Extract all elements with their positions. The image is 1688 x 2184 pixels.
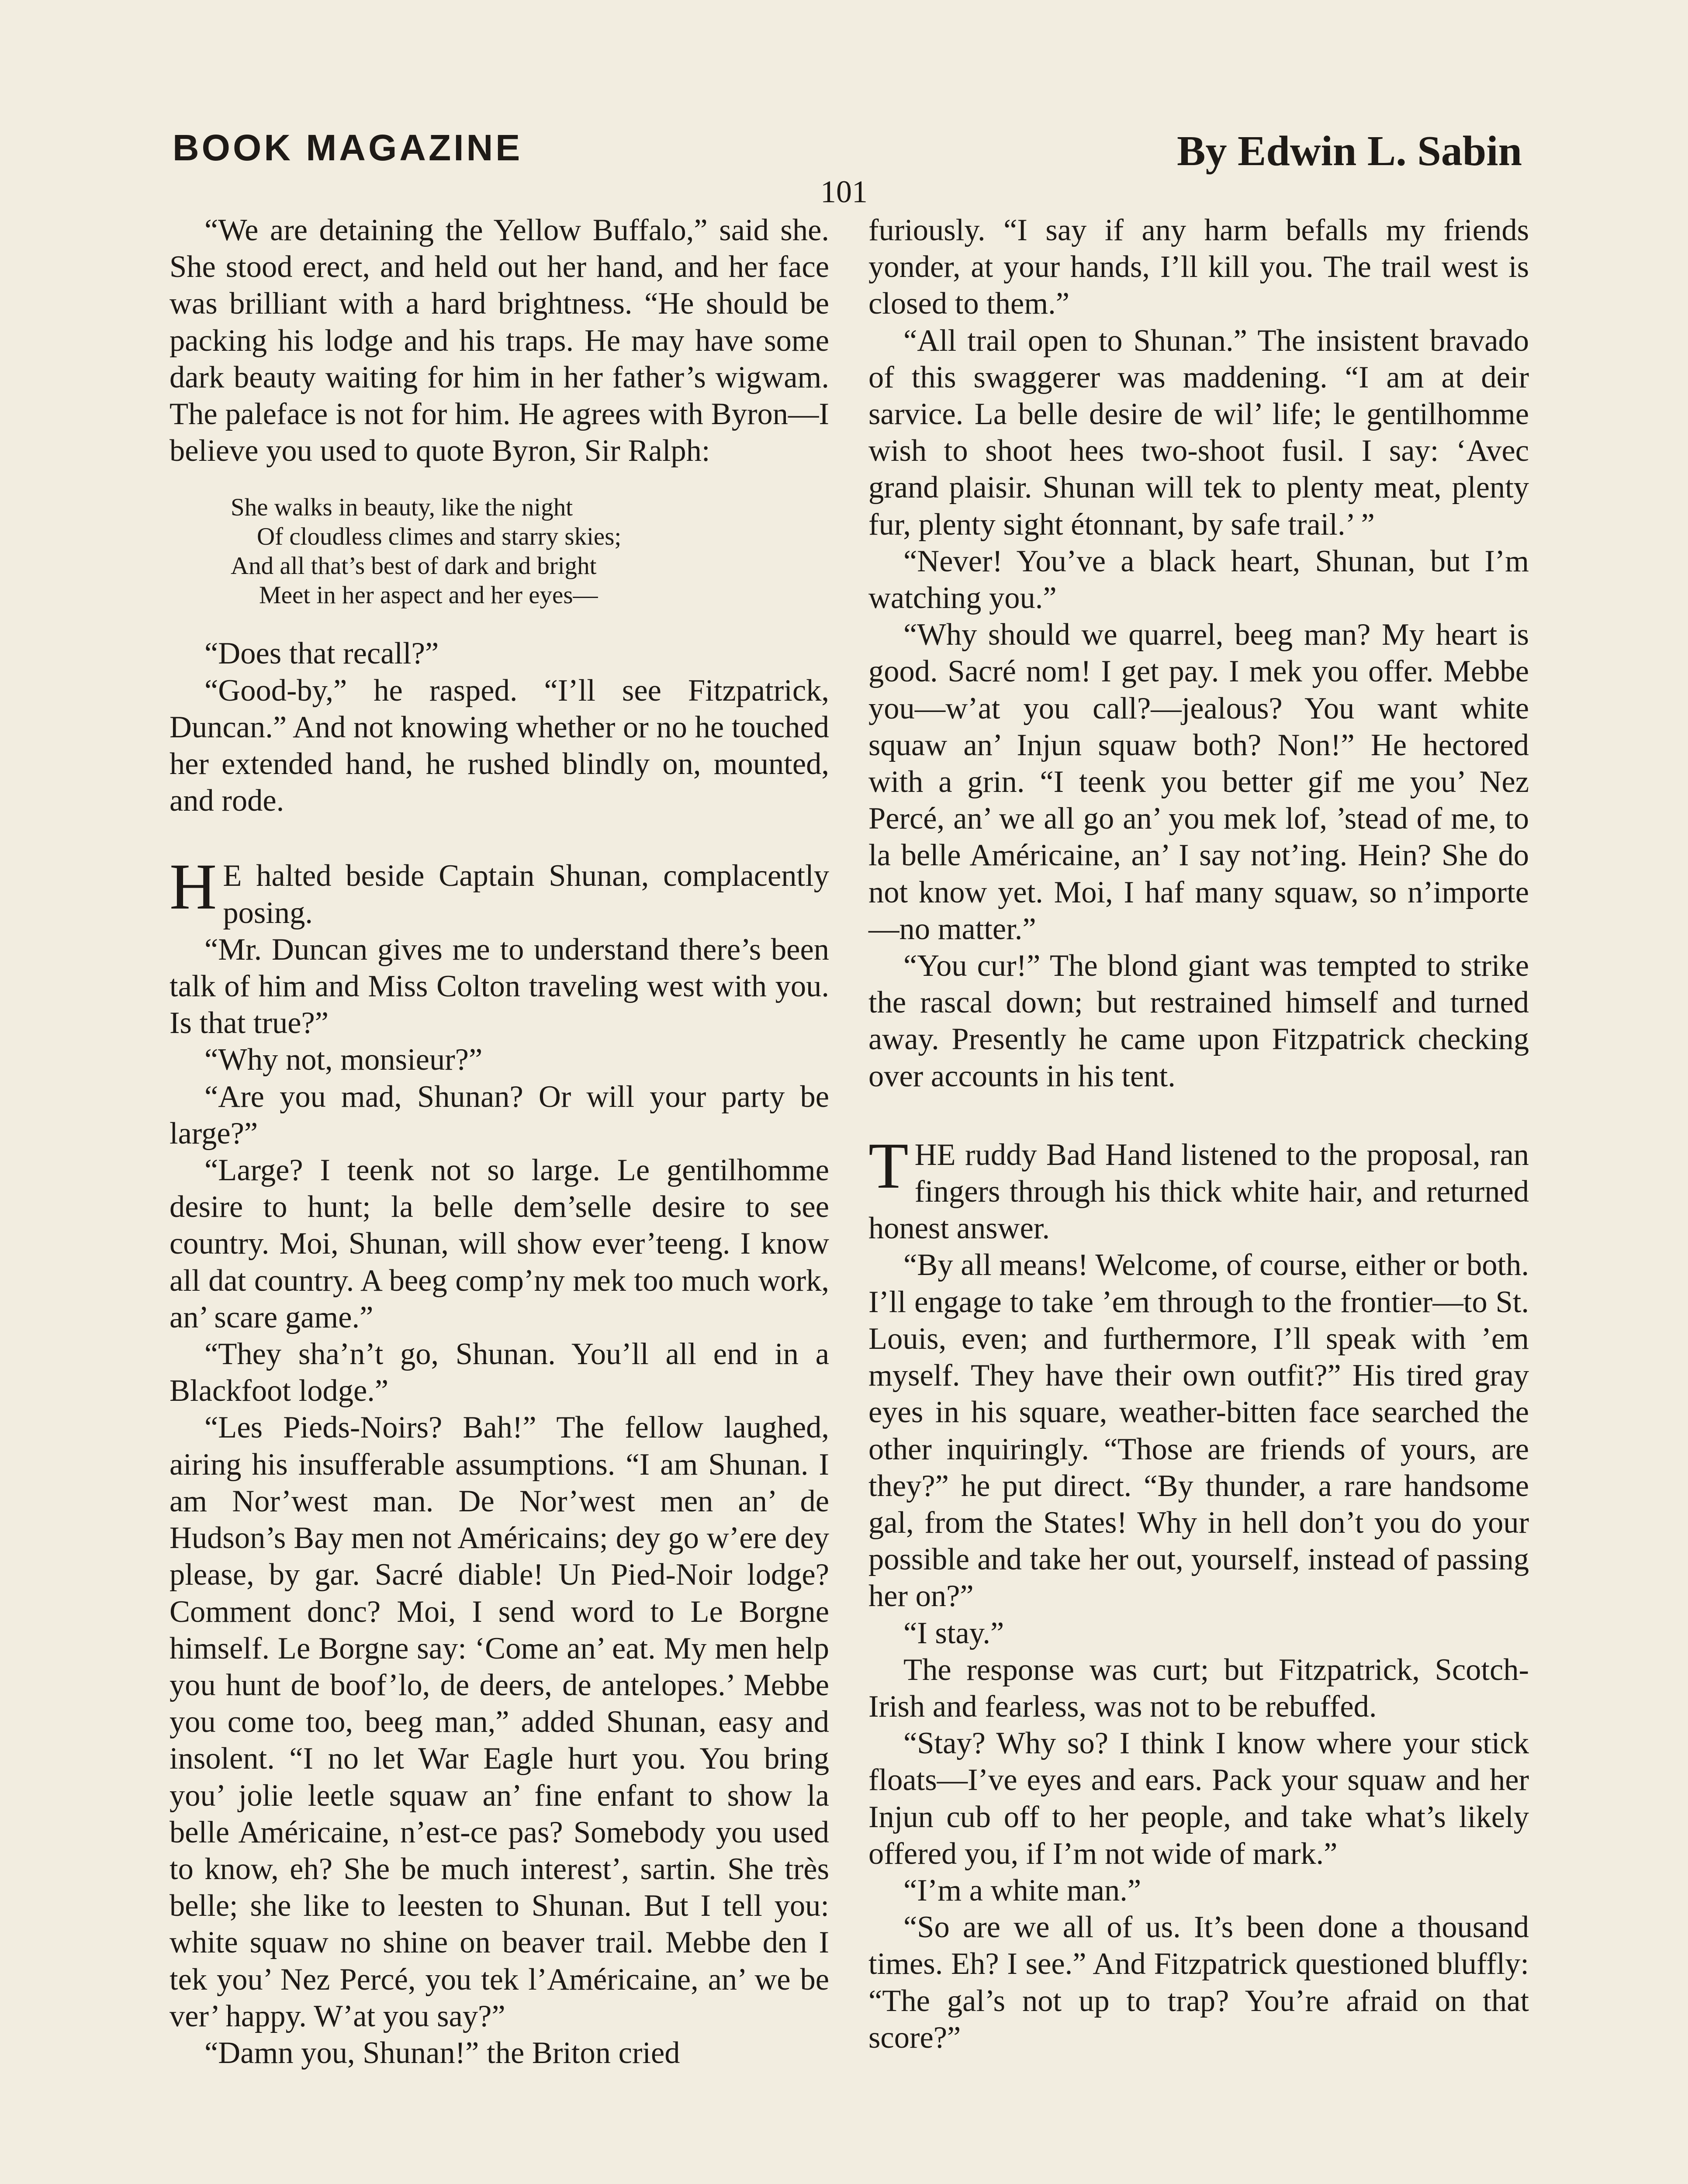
paragraph: “Les Pieds-Noirs? Bah!” The fellow laughed, airing his insufferable assumptions. “I am Shunan. I am Nor’west man. De Nor’west men an’ de Hudson’s Bay men not Américains; dey go w’ere dey please, by gar. Sacré diable! Un Pied-Noir lodge? Comment donc? Moi, I send word to Le Borgne himself. Le Borgne say: ‘Come an’ eat. My men help you hunt de boof’lo, de deers, de antelopes.’ Mebbe you come too, beeg man,” added Shunan, easy and insolent. “I no let War Eagle hurt you. You bring you’ jolie leetle squaw an’ fine enfant to show la belle Américaine, n’est-ce pas? Somebody you used to know, eh? She be much interest’, sartin. She très belle; she like to leesten to Shunan. But I tell you: white squaw no shine on beaver trail. Mebbe den I tek you’ Nez Percé, you tek l’Américaine, an’ we be ver’ happy. W’at you say?” (169, 1410, 829, 2033)
paragraph: “Stay? Why so? I think I know where your stick floats—I’ve eyes and ears. Pack your squaw and her Injun cub off to her people, and take what’s likely offered you, if I’m not wide of mark.” (868, 1726, 1529, 1871)
paragraph: furiously. “I say if any harm befalls my friends yonder, at your hands, I’ll kill you. The trail west is closed to them.” (868, 213, 1529, 321)
paragraph: “I’m a white man.” (903, 1873, 1141, 1908)
poem-quote (169, 493, 829, 610)
paragraph: “Mr. Duncan gives me to understand there’s been talk of him and Miss Colton traveling west with you. Is that true?” (169, 932, 829, 1040)
author-byline: By Edwin L. Sabin (1177, 128, 1522, 175)
paragraph: “We are detaining the Yellow Buffalo,” said she. She stood erect, and held out her hand, and her face was brilliant with a hard brightness. “He should be packing his lodge and his traps. He may have some dark beauty waiting for him in her father’s wigwam. The paleface is not for him. He agrees with Byron—I believe you used to quote Byron, Sir Ralph: (169, 213, 829, 468)
section-opening-paragraph (868, 1129, 1529, 1247)
paragraph: “Large? I teenk not so large. Le gentilhomme desire to hunt; la belle dem’selle desire to see country. Moi, Shunan, will show ever’teeng. I know all dat country. A beeg comp’ny mek too much work, an’ scare game.” (169, 1153, 829, 1334)
magazine-title: BOOK MAGAZINE (173, 127, 523, 168)
paragraph: “Damn you, Shunan!” the Briton cried (204, 2035, 680, 2070)
page-number: 101 (820, 174, 868, 209)
drop-cap: H (169, 850, 217, 923)
paragraph: “Why not, monsieur?” (204, 1043, 483, 1077)
poem-line: She walks in beauty, like the night (231, 494, 573, 522)
paragraph: “By all means! Welcome, of course, either or both. I’ll engage to take ’em through to the frontier—to St. Louis, even; and furthermore, I’ll speak with ’em myself. They have their own outfit?” His tired gray eyes in his square, weather-bitten face searched the other inquiringly. “Those are friends of yours, are they?” he put direct. “By thunder, a rare handsome gal, from the States! Why in hell don’t you do your possible and take her out, yourself, instead of passing her on?” (868, 1248, 1529, 1614)
paragraph: “Are you mad, Shunan? Or will your party be large?” (169, 1079, 829, 1151)
section-break-h (169, 850, 829, 931)
paragraph: “They sha’n’t go, Shunan. You’ll all end in a Blackfoot lodge.” (169, 1337, 829, 1408)
section-opening-text: HE ruddy Bad Hand listened to the proposal, ran fingers through his thick white hair, and returned honest answer. (868, 1137, 1529, 1246)
paragraph: “Never! You’ve a black heart, Shunan, but I’m watching you.” (868, 544, 1529, 615)
paragraph: “Why should we quarrel, beeg man? My heart is good. Sacré nom! I get pay. I mek you offer. Mebbe you—w’at you call?—jealous? You want white squaw an’ Injun squaw both? Non!” He hectored with a grin. “I teenk you better gif me you’ Nez Percé, an’ we all go an’ you mek lof, ’stead of me, to la belle Américaine, an’ I say not’ing. Hein? She do not know yet. Moi, I haf many squaw, so n’importe—no matter.” (868, 618, 1529, 946)
paragraph: The response was curt; but Fitzpatrick, Scotch-Irish and fearless, was not to be rebuffed. (868, 1652, 1529, 1724)
section-opening-paragraph (169, 850, 829, 931)
poem-line: Meet in her aspect and her eyes— (259, 581, 598, 609)
section-opening-text: E halted beside Captain Shunan, complacently posing. (223, 859, 829, 930)
paragraph: “So are we all of us. It’s been done a thousand times. Eh? I see.” And Fitzpatrick questioned bluffly: “The gal’s not up to trap? You’re afraid on that score?” (868, 1910, 1529, 2055)
paragraph: “You cur!” The blond giant was tempted to strike the rascal down; but restrained himself and turned away. Presently he came upon Fitzpatrick checking over accounts in his tent. (868, 949, 1529, 1093)
paragraph: “All trail open to Shunan.” The insistent bravado of this swaggerer was maddening. “I am at deir sarvice. La belle desire de wil’ life; le gentilhomme wish to shoot hees two-shoot fusil. I say: ‘Avec grand plaisir. Shunan will tek to plenty meat, plenty fur, plenty sight étonnant, by safe trail.’ ” (868, 323, 1529, 542)
poem-line: Of cloudless climes and starry skies; (257, 523, 622, 551)
left-column (169, 212, 829, 2071)
drop-cap: T (868, 1129, 909, 1202)
paragraph: “Good-by,” he rasped. “I’ll see Fitzpatrick, Duncan.” And not knowing whether or no he touched her extended hand, he rushed blindly on, mounted, and rode. (169, 673, 829, 818)
paragraph: “Does that recall?” (204, 636, 439, 671)
paragraph: “I stay.” (903, 1616, 1004, 1650)
poem-line: And all that’s best of dark and bright (231, 552, 597, 580)
right-column (868, 212, 1529, 2056)
section-break-t (868, 1129, 1529, 1247)
